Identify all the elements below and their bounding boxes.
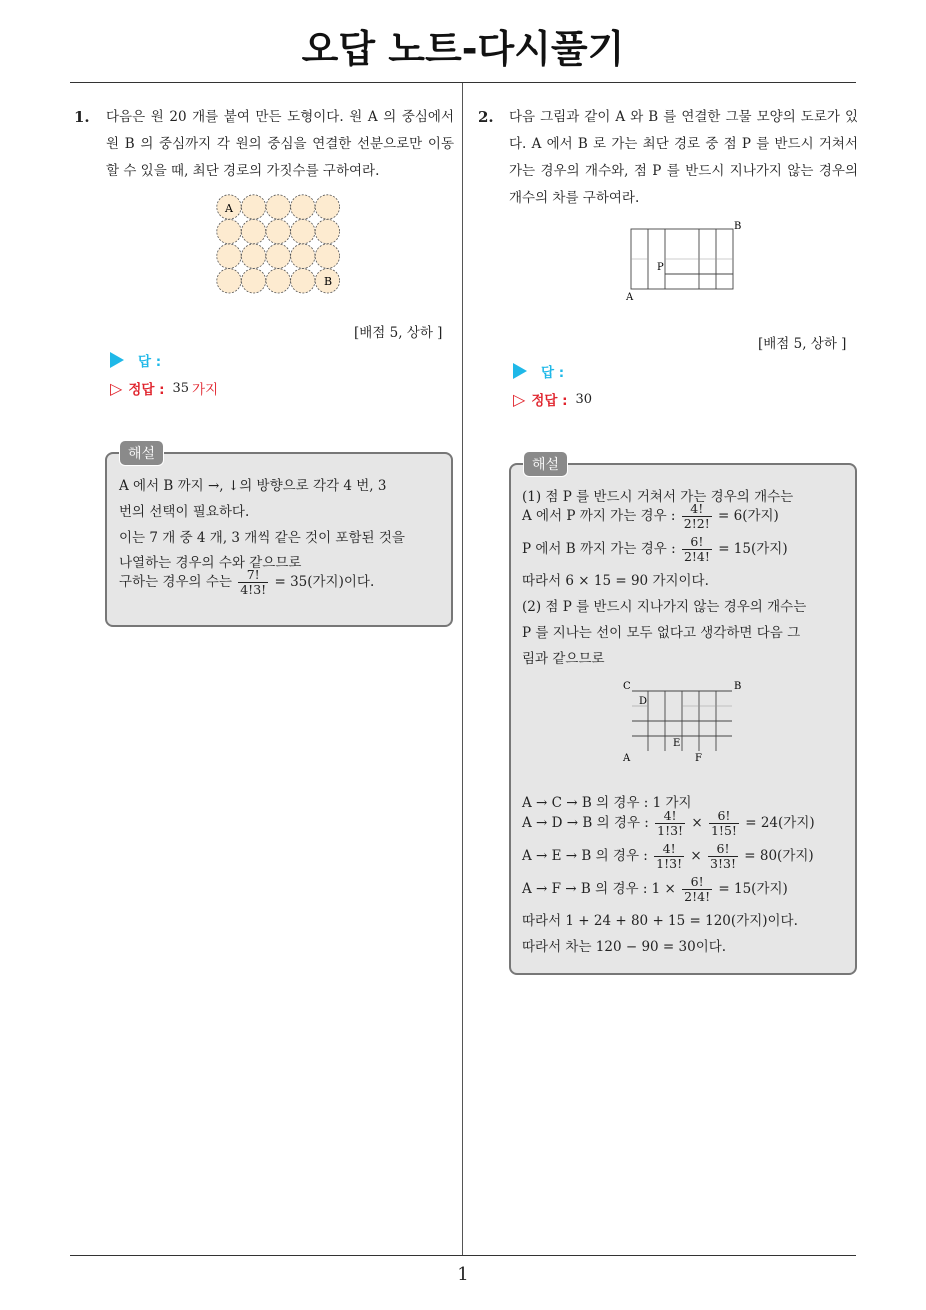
q2-fig2-label-d: D xyxy=(639,696,648,707)
q1-fig-circle xyxy=(217,269,241,293)
fraction-denominator: 1!5! xyxy=(710,823,737,838)
q2-fig2-label-f: F xyxy=(695,753,702,764)
fraction-denominator: 2!4! xyxy=(684,889,711,904)
fraction-numerator: 6! xyxy=(709,809,739,824)
fraction-denominator: 3!3! xyxy=(710,856,736,871)
q2-explain-line: (2) 점 P 를 반드시 지나가지 않는 경우의 개수는 xyxy=(522,599,807,615)
fraction-numerator: 4! xyxy=(682,502,712,517)
q2-explain-formula xyxy=(522,842,814,871)
fraction-numerator: 7! xyxy=(238,568,268,583)
formula-text: = 24(가지) xyxy=(745,815,815,831)
formula-text: × xyxy=(691,815,703,831)
q1-fig-circle xyxy=(266,244,290,268)
q1-fig-circle xyxy=(217,244,241,268)
q2-fig-label-a: A xyxy=(626,292,634,303)
q1-fig-circle xyxy=(315,195,339,219)
open-triangle-icon: ▷ xyxy=(110,378,123,398)
fraction-denominator: 2!4! xyxy=(683,549,710,564)
fraction-numerator: 6! xyxy=(708,842,738,857)
q1-answer-label: 답 : xyxy=(138,354,162,370)
play-icon xyxy=(513,363,527,379)
q2-explain-formula xyxy=(522,502,779,531)
q1-correct-value: 35 xyxy=(172,380,190,396)
formula-text: A → F → B 의 경우 : 1 × xyxy=(522,881,676,897)
q1-score: [배점 5, 상하 ] xyxy=(354,325,443,341)
q1-number: 1. xyxy=(74,108,90,126)
q2-correct-value: 30 xyxy=(575,391,593,407)
q1-fig-circle xyxy=(291,195,315,219)
q2-explanation-tag: 해설 xyxy=(523,451,568,477)
q1-correct-unit: 가지 xyxy=(192,382,219,398)
q2-explain-line: 따라서 차는 120 − 90 = 30이다. xyxy=(522,939,727,955)
q1-fig-circle xyxy=(315,219,339,243)
q2-explain-line: 따라서 6 × 15 = 90 가지이다. xyxy=(522,573,709,589)
q1-fig-label-a: A xyxy=(225,202,233,215)
formula-text: = 80(가지) xyxy=(744,848,814,864)
q1-fig-circle xyxy=(217,219,241,243)
q2-fig-label-p: P xyxy=(657,262,664,273)
column-divider xyxy=(462,83,463,1255)
q2-explain-line: A → C → B 의 경우 : 1 가지 xyxy=(522,795,692,811)
fraction xyxy=(655,809,685,838)
q2-explain-grid-figure xyxy=(620,677,746,765)
q2-fig2-label-e: E xyxy=(673,738,681,749)
footer-rule xyxy=(70,1255,856,1256)
formula-text: = 15(가지) xyxy=(718,541,788,557)
page-title: 오답 노트-다시풀기 xyxy=(301,27,625,71)
fraction-denominator: 4!3! xyxy=(240,582,267,597)
page-number: 1 xyxy=(457,1264,469,1285)
q2-fig-label-b: B xyxy=(734,221,742,232)
q1-fig-circle xyxy=(291,244,315,268)
fraction xyxy=(708,842,738,871)
formula-text: = 15(가지) xyxy=(718,881,788,897)
fraction xyxy=(682,535,712,564)
q1-explain-formula xyxy=(119,568,374,597)
q2-explain-formula xyxy=(522,809,815,838)
fraction-numerator: 4! xyxy=(654,842,684,857)
q2-fig2-label-c: C xyxy=(623,681,631,692)
q1-fig-circle xyxy=(266,269,290,293)
q2-correct-row xyxy=(513,389,592,409)
q1-correct-row xyxy=(110,378,218,398)
q1-fig-circle xyxy=(241,244,265,268)
q2-fig2-label-b: B xyxy=(734,681,742,692)
fraction-numerator: 6! xyxy=(682,875,712,890)
play-icon xyxy=(110,352,124,368)
formula-text: P 에서 B 까지 가는 경우 : xyxy=(522,541,676,557)
q2-explain-line: (1) 점 P 를 반드시 거쳐서 가는 경우의 개수는 xyxy=(522,489,794,505)
q2-explain-formula xyxy=(522,535,788,564)
q2-explain-line: 따라서 1 + 24 + 80 + 15 = 120(가지)이다. xyxy=(522,913,798,929)
formula-text: A → D → B 의 경우 : xyxy=(522,815,649,831)
q2-answer-row xyxy=(513,361,564,381)
q1-fig-circle xyxy=(291,269,315,293)
fraction xyxy=(709,809,739,838)
q1-explain-line: A 에서 B 까지 →, ↓의 방향으로 각각 4 번, 3 xyxy=(119,478,387,494)
q1-fig-circle xyxy=(266,219,290,243)
fraction-denominator: 1!3! xyxy=(656,856,683,871)
q1-fig-circle xyxy=(241,219,265,243)
q1-fig-circle xyxy=(241,195,265,219)
formula-text: A 에서 P 까지 가는 경우 : xyxy=(522,508,676,524)
fraction xyxy=(682,502,712,531)
q2-explain-line: 림과 같으므로 xyxy=(522,651,605,667)
q2-score: [배점 5, 상하 ] xyxy=(758,336,847,352)
q1-circle-figure xyxy=(216,194,344,298)
q2-explain-formula xyxy=(522,875,788,904)
fraction-numerator: 6! xyxy=(682,535,712,550)
q2-grid-figure xyxy=(622,218,746,304)
fraction xyxy=(654,842,684,871)
q1-fig-circle xyxy=(291,219,315,243)
q2-text: 다음 그림과 같이 A 와 B 를 연결한 그물 모양의 도로가 있다. A 에서 B 로 가는 최단 경로 중 점 P 를 반드시 거쳐서 가는 경우의 개수와, 점 P 를 반드시 지나가지 않는 경우의 개수의 차를 구하여라. xyxy=(509,109,858,206)
q2-fig2-label-a: A xyxy=(623,753,631,764)
q2-number: 2. xyxy=(478,108,494,126)
q1-fig-circle xyxy=(266,195,290,219)
fraction xyxy=(682,875,712,904)
q2-explain-line: P 를 지나는 선이 모두 없다고 생각하면 다음 그 xyxy=(522,625,801,641)
header-rule xyxy=(70,82,856,83)
q1-explain-line: 이는 7 개 중 4 개, 3 개씩 같은 것이 포함된 것을 xyxy=(119,530,405,546)
q1-correct-label: 정답 : xyxy=(128,382,165,398)
formula-text: × xyxy=(690,848,702,864)
fraction-denominator: 1!3! xyxy=(657,823,684,838)
q1-explain-line: 나열하는 경우의 수와 같으므로 xyxy=(119,555,302,571)
formula-text: 구하는 경우의 수는 xyxy=(119,574,232,590)
formula-text: = 35(가지)이다. xyxy=(274,574,375,590)
formula-text: A → E → B 의 경우 : xyxy=(522,848,648,864)
fraction-denominator: 2!2! xyxy=(683,516,710,531)
q2-correct-label: 정답 : xyxy=(531,393,568,409)
fraction xyxy=(238,568,268,597)
open-triangle-icon: ▷ xyxy=(513,389,526,409)
fraction-numerator: 4! xyxy=(655,809,685,824)
formula-text: = 6(가지) xyxy=(718,508,779,524)
q1-fig-circle xyxy=(315,244,339,268)
q1-answer-row xyxy=(110,350,161,370)
q1-explain-line: 번의 선택이 필요하다. xyxy=(119,504,250,520)
q1-text: 다음은 원 20 개를 붙여 만든 도형이다. 원 A 의 중심에서 원 B 의 중심까지 각 원의 중심을 연결한 선분으로만 이동할 수 있을 때, 최단 경로의 가짓수를 구하여라. xyxy=(106,109,454,179)
q2-answer-label: 답 : xyxy=(541,365,565,381)
q1-fig-label-b: B xyxy=(324,275,333,288)
q1-fig-circle xyxy=(241,269,265,293)
q1-explanation-tag: 해설 xyxy=(119,440,164,466)
